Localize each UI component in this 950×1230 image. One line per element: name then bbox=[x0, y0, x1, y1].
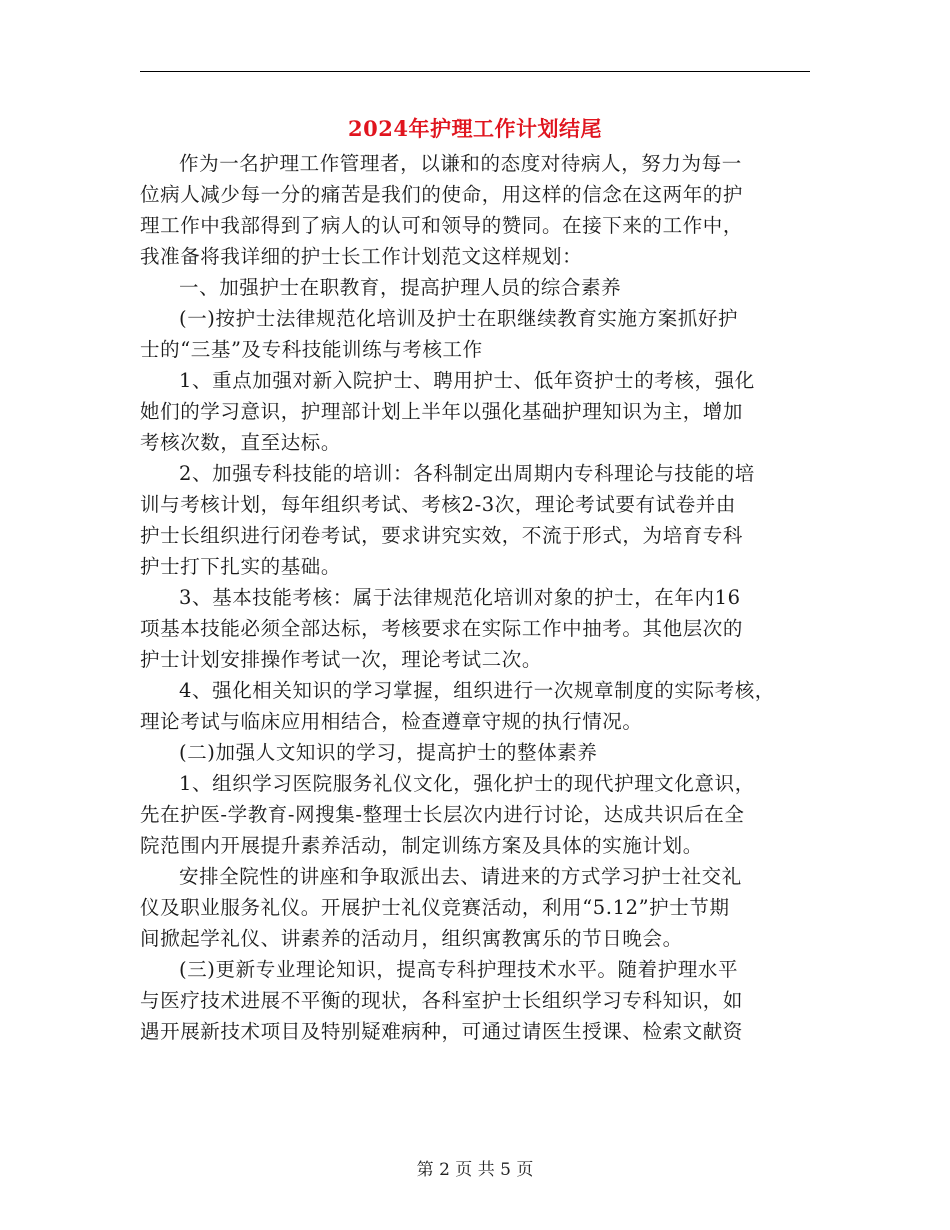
list-item-1: 1、重点加强对新入院护士、聘用护士、低年资护士的考核，强化 她们的学习意识，护理部计划上半年以强化基础护理知识为主，增加 考核次数，直至达标。 bbox=[140, 369, 755, 454]
subsection-heading-1: (一)按护士法律规范化培训及护士在职继续教育实施方案抓好护 士的“三基”及专科技能训练与考核工作 bbox=[140, 307, 739, 361]
header-rule bbox=[140, 71, 810, 72]
paragraph-etiquette: 安排全院性的讲座和争取派出去、请进来的方式学习护士社交礼 仪及职业服务礼仪。开展护士礼仪竞赛活动，利用“5.12”护士节期 间掀起学礼仪、讲素养的活动月，组织寓教寓乐的节日晚会。 bbox=[140, 865, 742, 950]
subsection-heading-3: (三)更新专业理论知识，提高专科护理技术水平。随着护理水平 与医疗技术进展不平衡的现状，各科室护士长组织学习专科知识，如 遇开展新技术项目及特别疑难病种，可通过请医生授课、检索文献资 bbox=[140, 958, 744, 1043]
page-number: 第 2 页 共 5 页 bbox=[416, 1160, 534, 1180]
list-item-5: 1、组织学习医院服务礼仪文化，强化护士的现代护理文化意识， 先在护医-学教育-网搜集-整理士长层次内进行讨论，达成共识后在全 院范围内开展提升素养活动，制定训练方案及具体的实施计划。 bbox=[140, 772, 755, 857]
list-item-3: 3、基本技能考核：属于法律规范化培训对象的护士，在年内16 项基本技能必须全部达标，考核要求在实际工作中抽考。其他层次的 护士计划安排操作考试一次，理论考试二次。 bbox=[140, 586, 744, 671]
list-item-4: 4、强化相关知识的学习掌握，组织进行一次规章制度的实际考核， 理论考试与临床应用相结合，检查遵章守规的执行情况。 bbox=[140, 679, 775, 733]
list-item-2: 2、加强专科技能的培训：各科制定出周期内专科理论与技能的培 训与考核计划，每年组织考试、考核2-3次，理论考试要有试卷并由 护士长组织进行闭卷考试，要求讲究实效，不流于形式，为培育专科 护士打下扎实的基础。 bbox=[140, 462, 755, 578]
document-body bbox=[140, 148, 820, 1047]
paragraph-intro: 作为一名护理工作管理者，以谦和的态度对待病人，努力为每一 位病人减少每一分的痛苦是我们的使命，用这样的信念在这两年的护 理工作中我部得到了病人的认可和领导的赞同。在接下来的工作中， 我准备将我详细的护士长工作计划范文这样规划： bbox=[140, 152, 744, 268]
section-heading-1: 一、加强护士在职教育，提高护理人员的综合素养 bbox=[179, 276, 622, 299]
subsection-heading-2: (二)加强人文知识的学习，提高护士的整体素养 bbox=[179, 741, 598, 764]
document-title: 2024年护理工作计划结尾 bbox=[348, 116, 602, 141]
